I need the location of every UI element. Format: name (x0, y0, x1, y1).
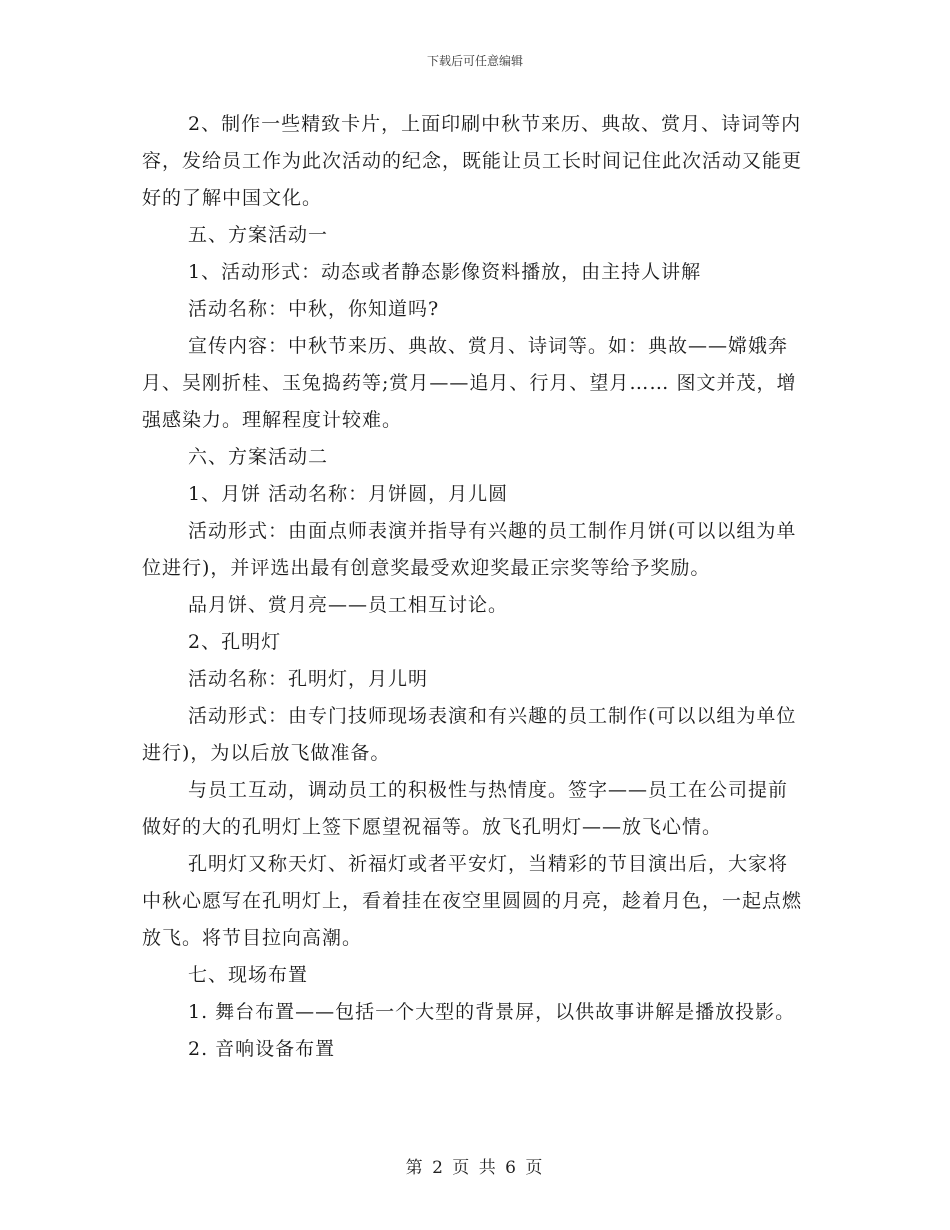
paragraph: 活动形式：由专门技师现场表演和有兴趣的员工制作(可以以组为单位进行)，为以后放飞做准备。 (142, 705, 797, 764)
paragraph: 1、月饼 活动名称：月饼圆，月儿圆 (188, 483, 509, 505)
paragraph: 品月饼、赏月亮——员工相互讨论。 (188, 594, 509, 616)
paragraph: 1. 舞台布置——包括一个大型的背景屏，以供故事讲解是播放投影。 (188, 1001, 796, 1023)
paragraph: 孔明灯又称天灯、祈福灯或者平安灯，当精彩的节目演出后，大家将中秋心愿写在孔明灯上，看着挂在夜空里圆圆的月亮，趁着月色，一起点燃放飞。将节目拉向高潮。 (142, 853, 803, 949)
page-header: 下载后可任意编辑 (426, 54, 523, 68)
section-heading: 六、方案活动二 (188, 446, 329, 468)
page-footer: 第 2 页 共 6 页 (405, 1158, 545, 1178)
document-body (142, 106, 802, 1068)
paragraph: 宣传内容：中秋节来历、典故、赏月、诗词等。如：典故——嫦娥奔月、吴刚折桂、玉兔捣药等;赏月——追月、行月、望月…… 图文并茂，增强感染力。理解程度计较难。 (142, 335, 797, 431)
paragraph: 活动名称：孔明灯，月儿明 (188, 668, 429, 690)
paragraph: 活动形式：由面点师表演并指导有兴趣的员工制作月饼(可以以组为单位进行)，并评选出最有创意奖最受欢迎奖最正宗奖等给予奖励。 (142, 520, 797, 579)
section-heading: 七、现场布置 (188, 964, 309, 986)
paragraph: 2、制作一些精致卡片，上面印刷中秋节来历、典故、赏月、诗词等内容，发给员工作为此次活动的纪念，既能让员工长时间记住此次活动又能更好的了解中国文化。 (142, 113, 803, 209)
paragraph: 2. 音响设备布置 (188, 1038, 336, 1060)
paragraph: 2、孔明灯 (188, 631, 282, 653)
paragraph: 与员工互动，调动员工的积极性与热情度。签字——员工在公司提前做好的大的孔明灯上签下愿望祝福等。放飞孔明灯——放飞心情。 (142, 779, 789, 838)
section-heading: 五、方案活动一 (188, 224, 329, 246)
paragraph: 活动名称：中秋，你知道吗? (188, 298, 440, 320)
paragraph: 1、活动形式：动态或者静态影像资料播放，由主持人讲解 (188, 261, 702, 283)
